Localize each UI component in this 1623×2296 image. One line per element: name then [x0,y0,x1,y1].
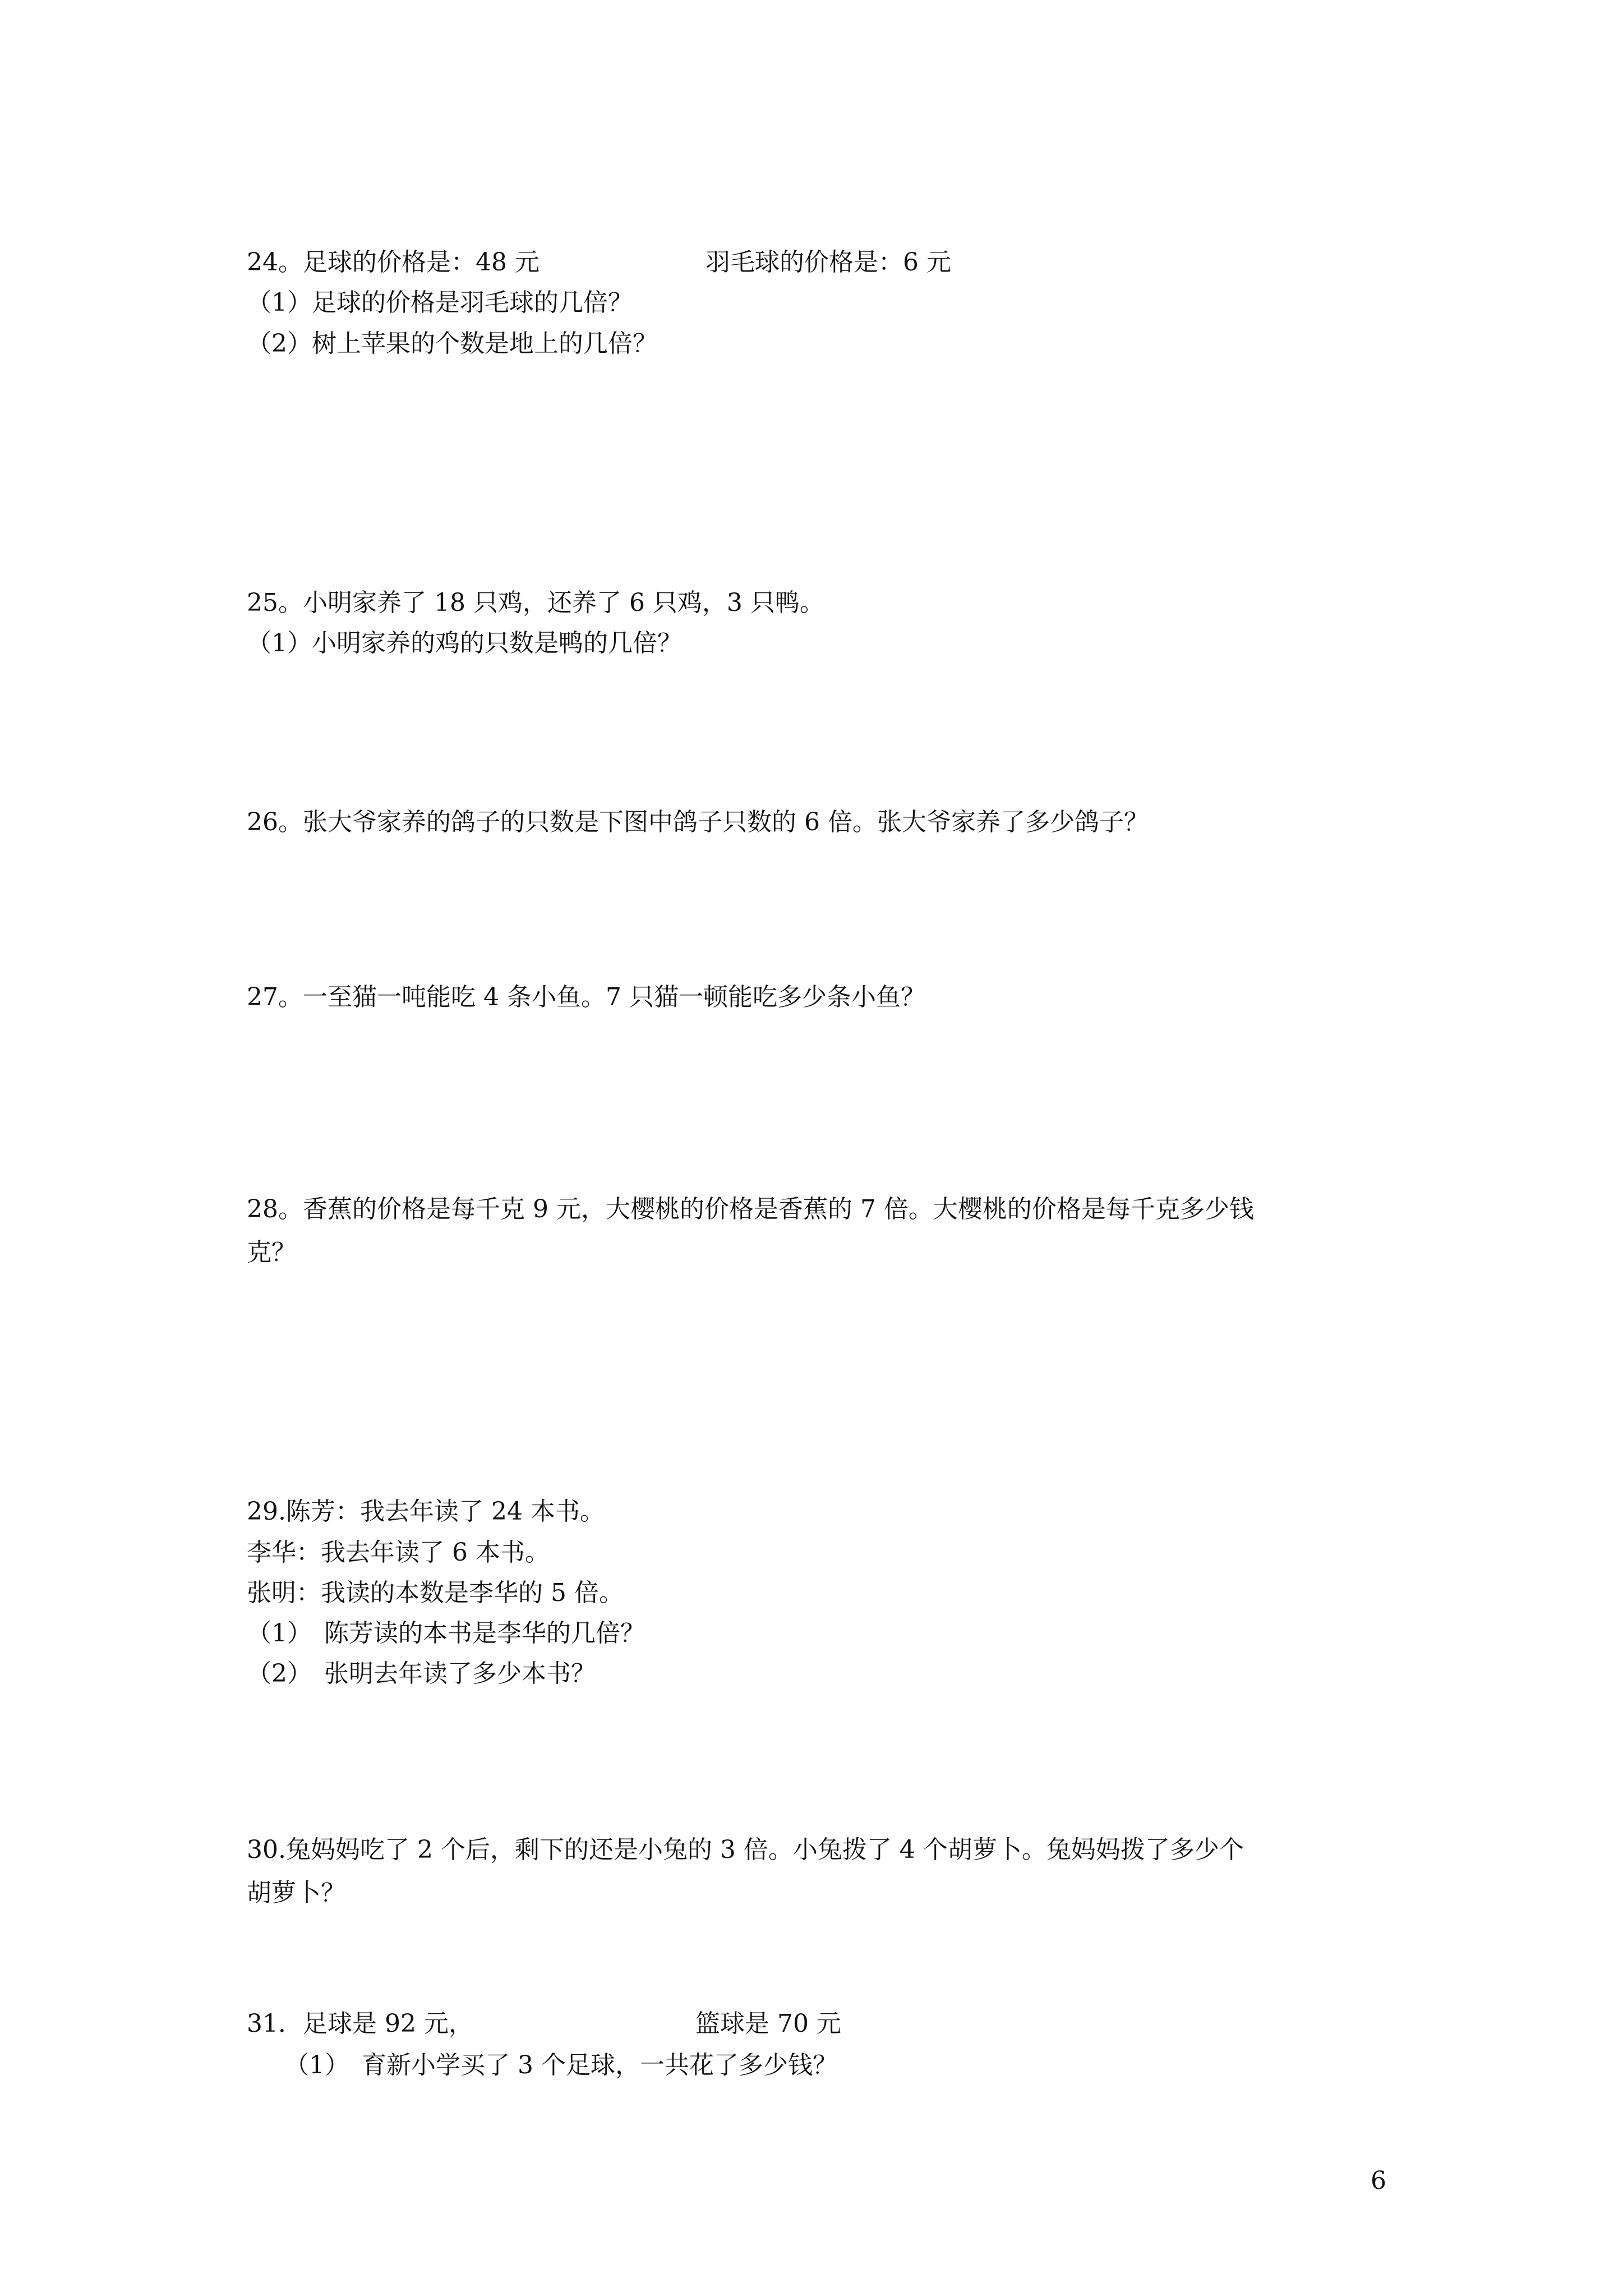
question-number: 29. [247,1497,286,1526]
question-29-line-2: 李华：我去年读了 6 本书。 [247,1538,550,1567]
question-number: 30. [247,1835,286,1864]
question-text: 一至猫一吨能吃 4 条小鱼。7 只猫一顿能吃多少条小鱼？ [303,983,925,1011]
question-text: 陈芳：我去年读了 24 本书。 [285,1497,605,1526]
question-text: 足球的价格是：48 元 [303,248,540,277]
question-24-stem [247,246,540,279]
question-text: 香蕉的价格是每千克 9 元，大樱桃的价格是香蕉的 7 倍。大樱桃的价格是每千克多少钱 [303,1195,1254,1223]
question-29-line-3: 张明：我读的本数是李华的 5 倍。 [247,1579,624,1607]
question-31-extra: 篮球是 70 元 [695,2009,841,2038]
question-29-part-2: （2） 张明去年读了多少本书？ [247,1659,596,1688]
question-text: 足球是 92 元， [303,2009,473,2038]
question-30-stem [247,1833,1244,1867]
question-number: 27。 [247,983,303,1011]
question-28-stem-continued: 克？ [247,1238,296,1267]
question-31-stem [247,2007,473,2041]
question-26-stem [247,806,1149,839]
question-number: 31． [247,2009,303,2038]
question-30-stem-continued: 胡萝卜？ [247,1879,345,1907]
question-text: 张大爷家养的鸽子的只数是下图中鸽子只数的 6 倍。张大爷家养了多少鸽子？ [303,808,1149,836]
question-25-stem [247,586,824,620]
question-number: 26。 [247,808,303,836]
question-29-line-1 [247,1495,605,1529]
question-text: 兔妈妈吃了 2 个后，剩下的还是小兔的 3 倍。小兔拨了 4 个胡萝卜。兔妈妈拨了多少个 [285,1835,1244,1864]
question-31-part-1: （1） 育新小学买了 3 个足球，一共花了多少钱？ [284,2051,837,2079]
question-number: 25。 [247,588,303,617]
question-29-part-1: （1） 陈芳读的本书是李华的几倍？ [247,1619,645,1648]
question-25-part-1: （1）小明家养的鸡的只数是鸭的几倍？ [247,629,682,657]
question-24-part-1: （1）足球的价格是羽毛球的几倍？ [247,288,633,317]
question-28-stem [247,1193,1254,1226]
question-27-stem [247,981,925,1014]
page-number: 6 [1371,2166,1386,2195]
question-text: 小明家养了 18 只鸡，还养了 6 只鸡，3 只鸭。 [303,588,824,617]
question-number: 28。 [247,1195,303,1223]
question-24-extra: 羽毛球的价格是：6 元 [706,248,951,277]
question-number: 24。 [247,248,303,277]
question-24-part-2: （2）树上苹果的个数是地上的几倍？ [247,329,657,358]
